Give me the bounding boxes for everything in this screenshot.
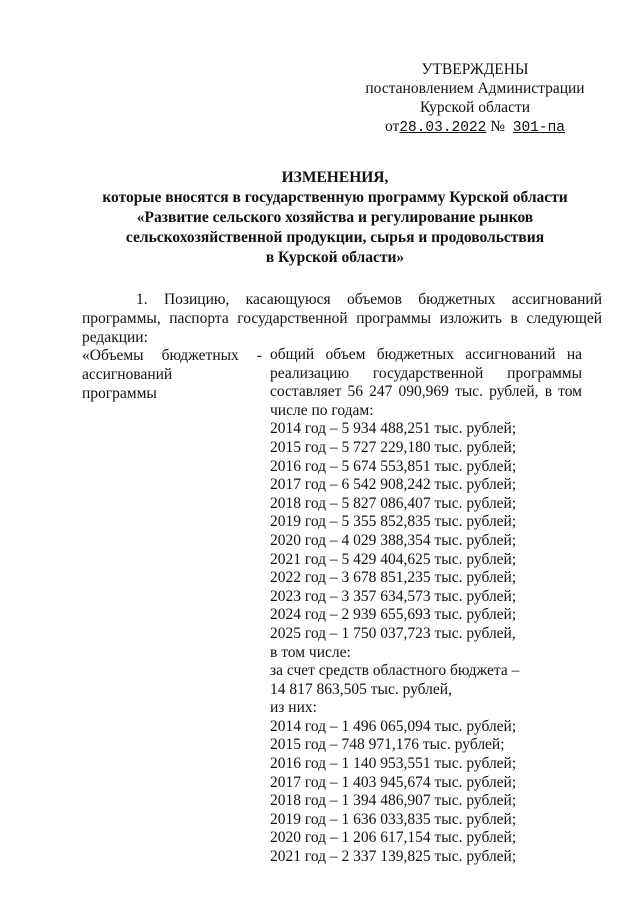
total-year-line: 2020 год – 4 029 388,354 тыс. рублей; [270,531,517,549]
regional-year-line: 2018 год – 1 394 486,907 тыс. рублей; [270,792,517,810]
regional-budget-line: за счет средств областного бюджета – [270,662,520,680]
description-line: реализацию государственной программы [270,364,582,382]
regional-year-line: 2020 год – 1 206 617,154 тыс. рублей; [270,829,517,847]
description-line: составляет 56 247 090,969 тыс. рублей, в том [270,383,582,401]
total-year-line: 2022 год – 3 678 851,235 тыс. рублей; [270,569,517,587]
intro-line: программы, паспорта государственной программы изложить в следующей [82,310,602,327]
total-year-line: 2024 год – 2 939 655,693 тыс. рублей; [270,606,517,624]
total-year-line: 2025 год – 1 750 037,723 тыс. рублей, [270,624,516,642]
label-line: программы [82,385,157,402]
total-year-line: 2019 год – 5 355 852,835 тыс. рублей; [270,513,517,531]
total-year-line: 2018 год – 5 827 086,407 тыс. рублей; [270,494,517,512]
position-label [82,346,262,403]
description-line: числе по годам: [270,401,374,419]
date-prefix: от [385,118,400,135]
regional-year-line: 2017 год – 1 403 945,674 тыс. рублей; [270,773,517,791]
total-year-line: 2017 год – 6 542 908,242 тыс. рублей; [270,476,517,494]
intro-paragraph [82,290,602,347]
total-year-line: 2015 год – 5 727 229,180 тыс. рублей; [270,438,517,456]
regional-year-line: 2019 год – 1 636 033,835 тыс. рублей; [270,810,517,828]
position-content [270,346,582,867]
approval-line-1: постановлением Администрации [365,80,585,97]
approval-number: 301-па [512,120,565,136]
heading-title: ИЗМЕНЕНИЯ, [281,169,389,186]
approval-date: 28.03.2022 [399,120,487,136]
regional-year-line: 2014 год – 1 496 065,094 тыс. рублей; [270,717,517,735]
description-line: общий объем бюджетных ассигнований на [270,346,582,363]
including-line: в том числе: [270,643,351,661]
of-them-line: из них: [270,699,317,717]
approval-title: УТВЕРЖДЕНЫ [421,61,529,78]
regional-budget-line: 14 817 863,505 тыс. рублей, [270,680,452,698]
regional-year-line: 2021 год – 2 337 139,825 тыс. рублей; [270,848,517,866]
total-year-line: 2023 год – 3 357 634,573 тыс. рублей; [270,587,517,605]
number-prefix: № [490,118,506,135]
heading-line: «Развитие сельского хозяйства и регулирование рынков [136,209,534,226]
approval-stamp [360,60,590,138]
regional-year-line: 2016 год – 1 140 953,551 тыс. рублей; [270,755,517,773]
heading-line: которые вносятся в государственную программу Курской области [102,189,568,206]
total-year-line: 2016 год – 5 674 553,851 тыс. рублей; [270,457,517,475]
approval-date-line [360,117,590,138]
total-year-line: 2014 год – 5 934 488,251 тыс. рублей; [270,420,517,438]
regional-year-line: 2015 год – 748 971,176 тыс. рублей; [270,736,505,754]
heading-line: в Курской области» [265,249,405,266]
approval-line-2: Курской области [419,99,531,116]
label-line: «Объемы бюджетных - [82,347,262,364]
document-heading [70,168,600,268]
intro-line: редакции: [82,329,148,346]
intro-line: 1. Позицию, касающуюся объемов бюджетных ассигнований [136,291,602,308]
total-year-line: 2021 год – 5 429 404,625 тыс. рублей; [270,550,517,568]
heading-line: сельскохозяйственной продукции, сырья и продовольствия [125,229,545,246]
label-line: ассигнований [82,366,173,383]
